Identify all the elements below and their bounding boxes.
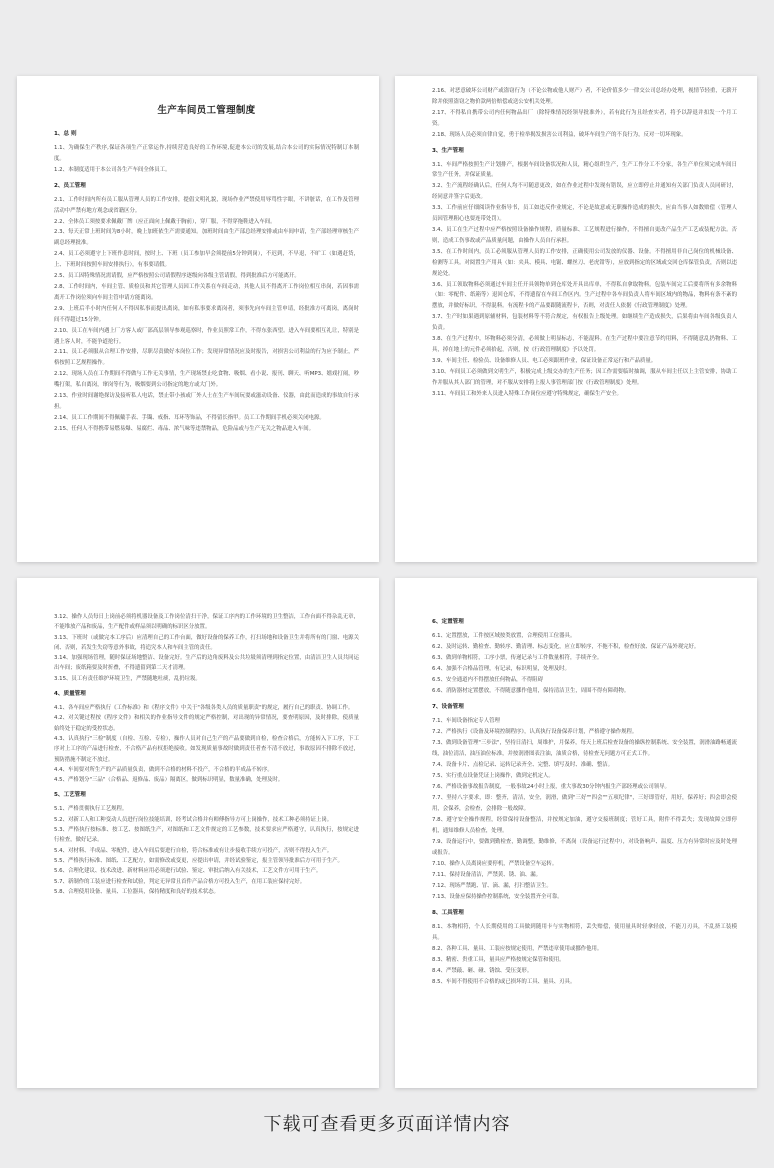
clause-paragraph: 4.5、严格划分"三品"（合格品、返修品、废品）隔离区，做到标识明显，数量准确，处理及时。 [54, 777, 284, 784]
clause-paragraph: 6.4、加强不合格品管理，有记录，标识明显，处理及时。 [432, 666, 570, 672]
clause-paragraph: 3.13、下班时（或做完本工序后）应清理自己的工作台面，做好设备的保养工作，打扫场地和设备卫生并将所有的门窗、电源关闭、否则，若发生失窃等意外事故，将追究本人和车间主管的责任。 [54, 634, 359, 651]
clause-paragraph: 5.2、对新工人和工种变动人员进行岗位技能培训，经考试合格并有师傅指导方可上岗操作，技术工种必须持证上岗。 [54, 816, 333, 823]
clause-paragraph: 7.4、设备卡片、点检记录、运转记录齐全、完整、填写及时、准确、整洁。 [432, 762, 614, 768]
clause-paragraph: 5.7、新制作的工装应进行检查和试验，判定无异常且首件产品合格方可投入生产，在用工装应保持完好。 [54, 878, 306, 885]
clause-paragraph: 2.12、现场人员在工作期间不得做与工作无关事情，生产现场禁止吃食物、吸烟、看小说、报刊、聊天、听MP3、嬉戏打闹，吵嘴打架，私自离岗，窜岗等行为，吸烟要到公司指定的地方或大门外。 [54, 371, 359, 389]
clause-paragraph: 7.13、设备应保持操作控制系统，安全装置齐全可靠。 [432, 894, 563, 900]
clause-paragraph: 7.2、严格执行《设备及环境控制程序》，认真执行设备保养计划，严格遵守操作规程。 [432, 729, 638, 735]
section-heading: 6、定置管理 [432, 619, 464, 625]
clause-paragraph: 2.16、对恶意破坏公司财产或盗窃行为（不论公物或他人财产）者，不论价值多少一律交公司总经办处理，视情节轻重，无薪开除并依照盗窃之物价款两倍赔偿或送公安机关处理。 [432, 88, 737, 105]
page-3-content [54, 612, 359, 897]
clause-paragraph: 3.1、车间严格按照生产计划排产，根据车间设备状况和人员，精心组织生产，生产工作分工不分家，各生产单位须完成车间日常生产任务，并保证质量。 [432, 161, 737, 179]
clause-paragraph: 2.17、不得私自携带公司内任何物品出厂（除特殊情况经领导批准外），若有此行为且经查实者，将予以辞退并扣发一个月工资。 [432, 109, 737, 127]
clause-paragraph: 8.1、本物相符，个人长期使用的工具做到随用卡与实物相符，丢失赔偿，使用量具时轻拿轻放，不能刀刃具，不乱挤工装模具。 [432, 924, 737, 941]
clause-paragraph: 8.3、精密、贵重工具，量具应严格按规定保管和使用。 [432, 957, 565, 963]
clause-paragraph: 8.5、车间不得使用不合格的或已损坏的工具、量具、刃具。 [432, 979, 576, 985]
clause-paragraph: 7.7、坚持八字要求，即：整齐，清洁，安全，润滑，做到"三好""四会""五项纪律"，三好即管好，用好，保养好；四会即会使用，会保养，会检查，会排除一般故障。 [432, 795, 737, 812]
page-1-content [54, 130, 359, 435]
section-heading: 8、工具管理 [432, 910, 464, 916]
clause-paragraph: 6.3、做到单物相符，工序小票，传递记录与工件数量相符，手续齐全。 [432, 655, 603, 661]
clause-paragraph: 3.10、车间员工必须做到文明生产，积极完成上级交办的生产任务；因工作需要临时抽调，服从车间主任以上主管安排，协助工作并服从其人部门的管理，对不服从安排将上报人事管理部门按《行政管理制度》处理。 [432, 368, 737, 386]
clause-paragraph: 2.8、工作时间内，车间主管、质检员和其它管理人员因工作关系在车间走动，其他人员不得离开工作岗位相互串岗，若因事需离开工作岗位须向车间主管申请方能离岗。 [54, 283, 359, 301]
clause-paragraph: 7.10、操作人员离岗应要停机，严禁设备空车运转。 [432, 861, 558, 867]
clause-paragraph: 8.2、各种工具、量具、工装应按规定使用，严禁违章使用或挪作他用。 [432, 946, 603, 952]
clause-paragraph: 3.5、在工作时间内，员工必须服从管理人员的工作安排，正确使用公司发放的仪器、设备。不得擅用非自己岗位的机械设备、检测等工具。对阅置生产用具（如：夹具、模具、电锯、螺丝刀、老虎钳等），应放到指定的区域或交回仓库保管负责，否则以违规论处。 [432, 248, 737, 277]
clause-paragraph: 7.8、遵守安全操作规程，经常保持设备整洁，并按规定加油，遵守交接班制度；管好工具，附件不得丢失；发现故障立即停机，通知维修人员检查，处理。 [432, 817, 737, 834]
clause-paragraph: 1.1、为确保生产秩序,保证各项生产正常运作,持续营造良好的工作环境,促进本公司的发展,结合本公司的实际情况特制订本制度。 [54, 145, 359, 162]
clause-paragraph: 8.4、严禁敲、砸、碰、锈蚀、受压变形。 [432, 968, 533, 974]
clause-paragraph: 5.8、合理使用设备、量具、工位器具，保持精度和良好的技术状态。 [54, 888, 219, 895]
section-heading: 1、总 则 [54, 131, 77, 137]
clause-paragraph: 2.14、员工工作期间不得佩戴手表、手镯、戒指、耳环等饰品，不得留长指甲。员工工作期间手机必须关闭电源。 [54, 414, 325, 421]
clause-paragraph: 2.1、工作时间内所有员工服从管理人员的工作安排，提倡文明礼貌，现场作业严禁使用辱骂性字眼，不讲脏话，在工作及管理活动中严禁有地方观念或省籍区分。 [54, 196, 359, 214]
clause-paragraph: 5.4、对材料、半成品、零配件，进入车间后要进行自检，符合标准或有让步接收手续方可投产，否则不得投入生产。 [54, 847, 333, 854]
clause-paragraph: 7.6、严格设备事故报告制度，一般事故24小时上报，重大事故30分钟内报生产部经理或公司领导。 [432, 784, 670, 790]
clause-paragraph: 3.11、车间员工和外来人员进入特殊工作岗位应遵守特殊规定，确保生产安全。 [432, 390, 622, 397]
clause-paragraph: 2.13、作业时间谢绝探访及接听私人电话，禁止带小孩或厂外人士在生产车间玩耍或滋动设备、仪器，由此而造成的事故自行承担。 [54, 393, 359, 410]
clause-paragraph: 6.2、及时运转、勤检查、勤转序、勤清理、标志变化，应立即转序，不拖不积，检查好放、保证产品外观完好。 [432, 644, 700, 650]
clause-paragraph: 7.1、车间设备指定专人管理 [432, 718, 500, 724]
clause-paragraph: 5.5、严格执行标准、图纸、工艺配方，如需修改或变更，应提出申请，并经试验鉴定，报主管领导批准后方可用于生产。 [54, 857, 343, 864]
clause-paragraph: 4.4、车间要对所生产的产品质量负责，做到不合格的材料不投产，不合格的半成品不转序。 [54, 766, 273, 773]
document-page-1 [17, 76, 379, 562]
clause-paragraph: 7.9、设备运行中，要做到勤检查，勤调整，勤维修，不离岗（设备运行过程中），对设备响声、温度、压力有异常时应及时处理或报告。 [432, 839, 737, 856]
clause-paragraph: 7.3、做到设备管理"三步法"，坚持日清扫，周维护，月保养，每天上班后检查设备的操纵控制系统、安全装置，润滑油路畅通流线，油位清洁，油压油位标准，并按润滑图表注油，油质合格，待检查无问题方可正式工作。 [432, 740, 737, 757]
clause-paragraph: 6.1、定置摆放，工件按区域按类放置，合理使用工位器具。 [432, 633, 576, 639]
clause-paragraph: 2.10、员工在车间内遇上厂方客人或厂部高层领导参观巡察时，作业员照常工作，不得东张西望。进入车间要相互礼让，特别是遇上客人时，不能争道抢行。 [54, 327, 359, 345]
clause-paragraph: 2.11、员工必须服从合理工作安排，尽职尽责做好本岗位工作；发现异常情况应及时报告，对损害公司利益的行为应予制止，严格按照工艺规程操作。 [54, 349, 359, 367]
clause-paragraph: 6.6、消防器材定置摆放，不得随意挪作他用，保持清洁卫生，周围不得有障碍物。 [432, 688, 630, 694]
download-more-text[interactable]: 下载可查看更多页面详情内容 [263, 1114, 511, 1135]
clause-paragraph: 4.3、认真执行"三检"制度（自检、互检、专检），操作人员对自己生产的产品要做到自检，检查合格后，方能转入下工序，下工序对上工序的产品进行检查，不合格产品有权拒绝接收。如发现质量事故时做到责任者查不清不放过，事故原因不排除不放过，预防措施不制定不放过。 [54, 735, 359, 763]
clause-paragraph: 3.6、员工领取物料必须通过车间主任开具领物单到仓库处开具出库单，不得私自拿取物料。包装车间完工后要将所有多余物料（如：零配件、纸箱等）退回仓库，不得遗留在车间工作区内。生产过程中各车间负责人将车间区域内的物品，物料有条不紊的摆放，并做好标识，不得混料。有流程卡的产品要跟随流程卡，否则，对责任人依据《行政管理制度》处理。 [432, 281, 737, 310]
clause-paragraph: 3.2、生产流程经确认后，任何人均不可随意更改，如在作业过程中发现有错误，应立即停止并通知有关部门负责人员同研讨，经同意并签字后更改。 [432, 183, 737, 201]
clause-paragraph: 7.11、保持设备清洁，严禁黄、锈、油、漏。 [432, 872, 542, 878]
clause-paragraph: 2.3、每天正常上班时间为8小时，晚上加班依生产需要通知。加班时间由生产部总经理安排或由车间申请，生产部经理审核生产副总经理批准。 [54, 229, 359, 247]
clause-paragraph: 3.12、操作人员每日上岗前必须将机器设备及工作岗位清扫干净，保证工序内的工作环境的卫生整洁，工作台面不得杂乱无章，不能堆放产品和废品，生产配件或样品须以明确的标识区分放置。 [54, 614, 359, 631]
clause-paragraph: 6.5、安全通道内不得摆放任何物品，不得阻碍 [432, 677, 543, 683]
document-title: 生产车间员工管理制度 [157, 105, 256, 116]
clause-paragraph: 3.9、车间主任、检验员、设备维修人员、电工必须跟班作业，保证设备正常运行和产品质量。 [432, 357, 657, 364]
clause-paragraph: 2.15、任何人不得携带易燃易爆、易腐烂、毒品、浓气味等违禁物品，危险品或与生产无关之物品进入车间。 [54, 425, 314, 432]
section-heading: 3、生产管理 [432, 147, 464, 154]
document-page-3 [17, 578, 379, 1088]
document-page-4 [395, 578, 757, 1088]
clause-paragraph: 2.2、全体员工须按要求佩戴厂牌（应正面向上佩戴于胸前），穿厂服，不得穿拖鞋进入车间。 [54, 218, 276, 225]
clause-paragraph: 3.7、生产时如果遇到原辅材料，包装材料等不符合规定，有权报告上级处理。如继续生产造成损失，后果将由车间各级负责人负责。 [432, 314, 737, 332]
clause-paragraph: 5.6、合理化建议、技术改进、新材料应用必须进行试验、鉴定、审批后纳入有关技术，工艺文件方可用于生产。 [54, 868, 322, 875]
clause-paragraph: 2.9、上班后半小时内任何人不得因私事而提出离岗，如有私事要求离岗者，须事先向车间主管申请，经批准方可离岗，离岗时间不得超过15分钟。 [54, 305, 359, 323]
clause-paragraph: 3.15、员工有责任维护环境卫生，严禁随地吐痰，乱扔垃圾。 [54, 675, 201, 682]
clause-paragraph: 2.18、现场人员必须自律自觉，勇于检举揭发损害公司利益，破坏车间生产的不良行为，反对一切坏现象。 [432, 131, 687, 138]
clause-paragraph: 4.2、对关键过程按《程序文件》和相关的作业指导文件的规定严格控制，对出现的异常情况，要查明原因，及时排除，使质量始终处于稳定的受控状态。 [54, 715, 359, 732]
clause-paragraph: 2.5、员工因特殊情况需请假，应严格按照公司请假程序逐级向各级主管请假，得到批准后方可能离开。 [54, 273, 300, 280]
section-heading: 4、质量管理 [54, 691, 86, 698]
clause-paragraph: 5.1、严格贯彻执行工艺规程。 [54, 806, 128, 813]
section-heading: 2、员工管理 [54, 182, 86, 189]
document-page-2 [395, 76, 757, 562]
page-4-content [432, 618, 737, 988]
clause-paragraph: 5.3、严格执行按标准、按工艺、按图纸生产，对图纸和工艺文件规定的工艺参数，技术要求应严格遵守，认真执行，按规定进行检查，做好记录。 [54, 827, 359, 844]
clause-paragraph: 2.4、员工必须遵守上下班作息时间，按时上、下班（员工参加早会须提前5分钟到岗），不迟到，不早退，不旷工（如遇赶货，上、下班时间按照车间安排执行），有事要请假。 [54, 251, 359, 269]
clause-paragraph: 3.8、在生产过程中，坏物料必须分清，必须做上明显标志，不能混料。在生产过程中要注意节约用料，不得随意乱扔物料、工具，掉在地上的元件必须拾起，否则，按《行政管理制度》予以处罚。 [432, 336, 737, 353]
clause-paragraph: 1.2、本制度适用于本公司各生产车间全体员工。 [54, 166, 171, 173]
clause-paragraph: 4.1、各车间应严格执行《工作标准》和《程序文件》中关于"各级各类人员的质量职责"的规定，履行自己的职责、协调工作。 [54, 705, 354, 712]
page-2-content [432, 86, 737, 399]
clause-paragraph: 3.3、工作前应仔细阅读作业指导书，员工如违反作业规定，不论是故意或无职操作造成的损失，应由当事人如数赔偿（管理人员因管理粗心也要连带处罚）。 [432, 205, 737, 223]
clause-paragraph: 3.4、员工在生产过程中应严格按照设备操作规程，质量标准、工艺规程进行操作，不得擅自更改产品生产工艺或装配方法。否则，造成工伤事故或产品质量问题，由操作人员自行承担。 [432, 226, 737, 244]
section-heading: 7、设备管理 [432, 704, 464, 710]
section-heading: 5、工艺管理 [54, 792, 86, 799]
clause-paragraph: 7.5、实行重点设备凭证上岗操作，做到定机定人。 [432, 773, 554, 779]
clause-paragraph: 7.12、现场严禁跑、冒、滴、漏，打扫整洁卫生。 [432, 883, 552, 889]
clause-paragraph: 3.14、加强现场管理，随时保证场地整洁、设备完好。生产后的边角废料及公共垃圾须清理到指定位置，由清洁卫生人员共同运出车间；废纸箱要及时折叠，不得遗留到第二天才清理。 [54, 655, 359, 672]
